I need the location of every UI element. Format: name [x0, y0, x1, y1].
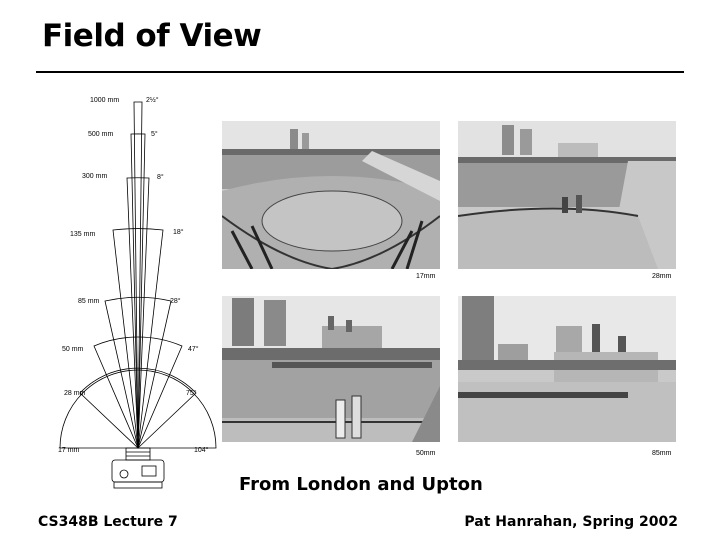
- fl-label-1000: 1000 mm: [90, 97, 120, 104]
- fl-label-300: 300 mm: [82, 173, 108, 180]
- photo-85mm: [458, 296, 676, 442]
- photo-caption-17mm: 17mm: [416, 273, 436, 280]
- fl-angle-135: 18°: [173, 229, 184, 236]
- fl-angle-500: 5°: [151, 131, 158, 138]
- field-of-view-diagram: [50, 88, 220, 498]
- fov-wedge-500mm: [131, 134, 145, 448]
- footer-author: Pat Hanrahan, Spring 2002: [464, 514, 678, 530]
- photo-caption-28mm: 28mm: [652, 273, 672, 280]
- fl-label-17: 17 mm: [58, 447, 80, 454]
- photo-caption-50mm: 50mm: [416, 450, 436, 457]
- image-credit: From London and Upton: [239, 474, 483, 495]
- fl-angle-85: 28°: [170, 298, 181, 305]
- camera-icon: [112, 448, 164, 488]
- photo-50mm: [222, 296, 440, 442]
- photo-28mm: [458, 121, 676, 269]
- fl-angle-300: 8°: [157, 174, 164, 181]
- photo-caption-85mm: 85mm: [652, 450, 672, 457]
- fl-label-500: 500 mm: [88, 131, 114, 138]
- fl-angle-50: 47°: [188, 346, 199, 353]
- footer-lecture: CS348B Lecture 7: [38, 514, 178, 530]
- fl-label-85: 85 mm: [78, 298, 100, 305]
- fl-angle-17: 104°: [194, 447, 209, 454]
- fov-wedge-300mm: [127, 178, 149, 448]
- fl-label-28: 28 mm: [64, 390, 86, 397]
- fl-angle-1000: 2½°: [146, 97, 159, 104]
- fov-wedge-1000mm: [134, 102, 142, 448]
- photo-17mm: [222, 121, 440, 269]
- slide-title: Field of View: [42, 18, 262, 54]
- fl-label-135: 135 mm: [70, 231, 96, 238]
- fl-angle-28: 75°: [186, 390, 197, 397]
- title-divider: [36, 71, 684, 73]
- fl-label-50: 50 mm: [62, 346, 84, 353]
